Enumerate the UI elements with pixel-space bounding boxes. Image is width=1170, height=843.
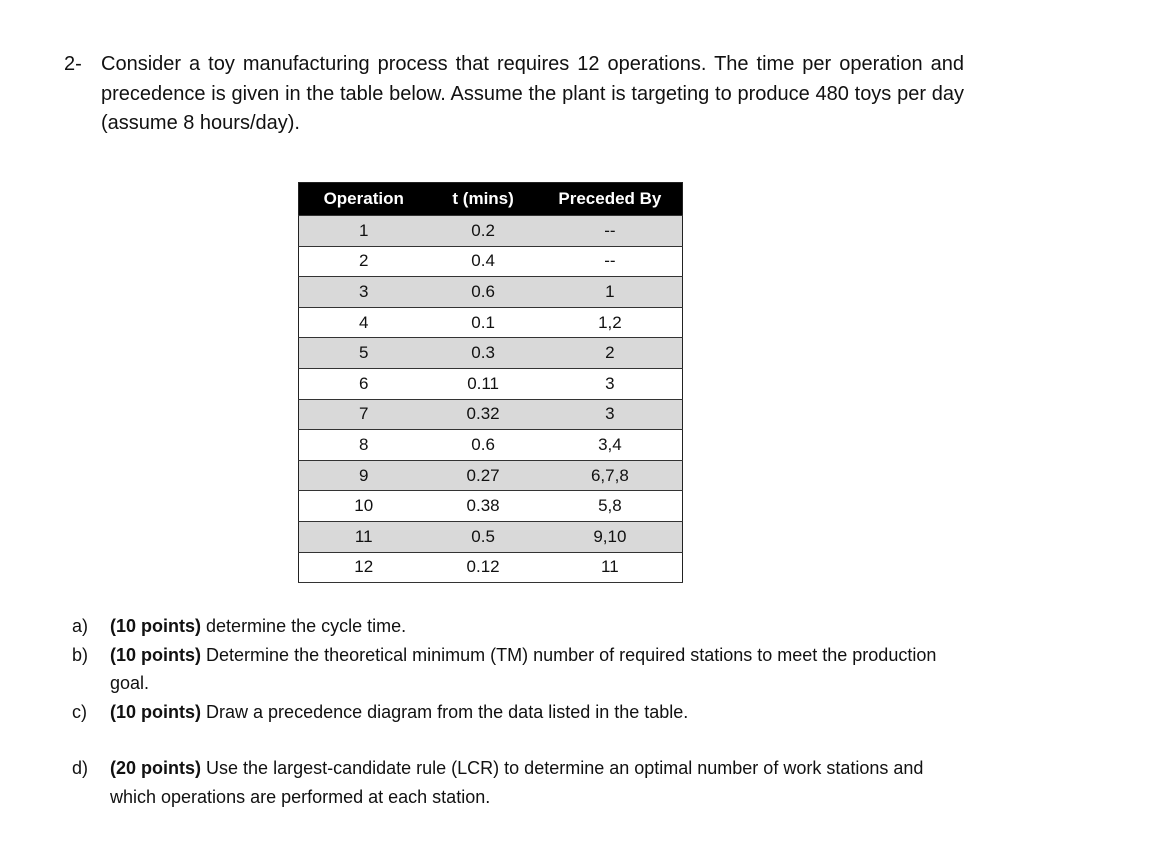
cell-preceded-by: 1 [538,277,683,308]
question-text: Use the largest-candidate rule (LCR) to determine an optimal number of work stations and which operations are performed at each station. [110,758,924,807]
cell-preceded-by: 3,4 [538,430,683,461]
cell-time: 0.6 [428,277,537,308]
question-points: (10 points) [110,644,202,665]
table-row [299,216,683,247]
cell-time: 0.38 [428,491,537,522]
cell-time: 0.12 [428,552,537,583]
cell-time: 0.2 [428,216,537,247]
table-row [299,491,683,522]
question-label: d) [72,758,89,778]
question-c [72,698,972,727]
table-row [299,246,683,277]
question-text: Determine the theoretical minimum (TM) number of required stations to meet the production goal. [110,644,937,693]
question-b [72,641,972,698]
cell-preceded-by: 5,8 [538,491,683,522]
cell-preceded-by: -- [538,246,683,277]
cell-preceded-by: 6,7,8 [538,460,683,491]
table-row [299,338,683,369]
table-row [299,399,683,430]
question-points: (10 points) [110,701,202,722]
question-text: determine the cycle time. [206,616,407,636]
problem-number: 2- [64,53,82,75]
cell-operation: 9 [299,460,429,491]
problem-statement [64,50,964,139]
cell-time: 0.3 [428,338,537,369]
cell-preceded-by: 11 [538,552,683,583]
cell-preceded-by: 3 [538,399,683,430]
question-label: b) [72,644,89,665]
question-a [72,612,972,641]
question-label: a) [72,616,89,636]
cell-time: 0.1 [428,307,537,338]
cell-operation: 7 [299,399,429,430]
table-row [299,460,683,491]
cell-time: 0.6 [428,430,537,461]
question-d [72,754,972,811]
cell-operation: 2 [299,246,429,277]
question-points: (10 points) [110,616,202,636]
cell-time: 0.4 [428,246,537,277]
cell-time: 0.5 [428,521,537,552]
cell-operation: 6 [299,368,429,399]
cell-preceded-by: 1,2 [538,307,683,338]
cell-operation: 1 [299,216,429,247]
header-time: t (mins) [428,183,537,216]
header-operation: Operation [299,183,429,216]
problem-text: Consider a toy manufacturing process that requires 12 operations. The time per operation and precedence is given in the table below. Assume the plant is targeting to produce 480 toys per day (assume 8 hours/day). [101,53,964,134]
cell-time: 0.32 [428,399,537,430]
question-text: Draw a precedence diagram from the data listed in the table. [206,701,689,722]
question-points: (20 points) [110,758,202,778]
table-row [299,277,683,308]
table-row [299,430,683,461]
cell-operation: 12 [299,552,429,583]
cell-operation: 4 [299,307,429,338]
table-row [299,307,683,338]
cell-preceded-by: -- [538,216,683,247]
cell-operation: 8 [299,430,429,461]
cell-time: 0.27 [428,460,537,491]
table-row [299,521,683,552]
question-label: c) [72,701,87,722]
cell-operation: 11 [299,521,429,552]
header-preceded-by: Preceded By [538,183,683,216]
cell-operation: 5 [299,338,429,369]
cell-preceded-by: 2 [538,338,683,369]
operations-table [298,182,683,583]
table-row [299,552,683,583]
question-list [72,612,972,811]
cell-operation: 10 [299,491,429,522]
table-row [299,368,683,399]
cell-preceded-by: 9,10 [538,521,683,552]
table-header-row [299,183,683,216]
cell-time: 0.11 [428,368,537,399]
cell-operation: 3 [299,277,429,308]
cell-preceded-by: 3 [538,368,683,399]
